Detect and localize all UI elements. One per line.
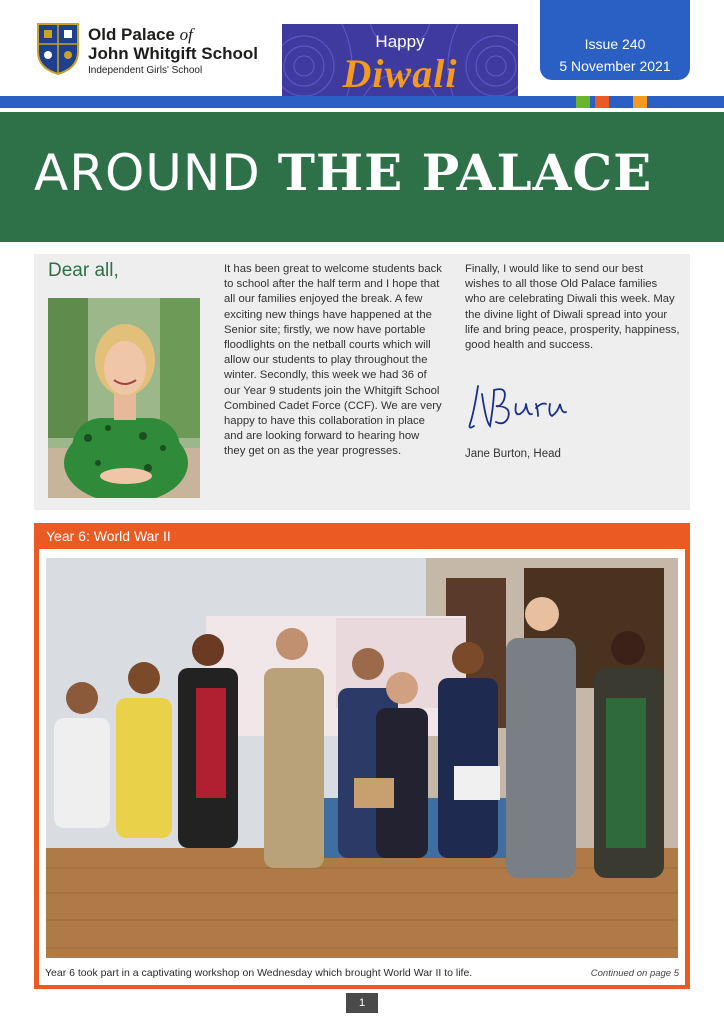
- feature-caption: Year 6 took part in a captivating workshop on Wednesday which brought World War II to life.: [45, 967, 473, 979]
- masthead: [0, 0, 724, 96]
- continued-link[interactable]: Continued on page 5: [590, 968, 679, 979]
- color-square: [576, 96, 590, 108]
- color-square: [614, 96, 628, 108]
- class-photo-image: [46, 558, 678, 958]
- page-number: 1: [346, 993, 378, 1013]
- issue-box: [540, 0, 690, 80]
- color-square: [595, 96, 609, 108]
- head-letter: [34, 254, 690, 510]
- feature-body: [39, 549, 685, 985]
- portrait-image: [48, 298, 200, 498]
- letter-signoff: Jane Burton, Head: [465, 448, 561, 460]
- issue-date: 5 November 2021: [559, 58, 671, 74]
- newsletter-title-bold: THE PALACE: [277, 143, 653, 202]
- newsletter-title: [34, 143, 653, 202]
- diwali-word-text: Diwali: [342, 51, 458, 96]
- feature-year6: [34, 523, 690, 989]
- headteacher-portrait: [48, 298, 200, 498]
- signature-icon: [464, 382, 574, 432]
- letter-greeting: Dear all,: [48, 260, 119, 281]
- color-squares: [576, 96, 647, 108]
- color-square: [633, 96, 647, 108]
- feature-title: Year 6: World War II: [46, 528, 171, 544]
- letter-column-1: It has been great to welcome students back to school after the half term and I hope that all our families enjoyed the break. A few exciting new things have happened at the Senior site; firstly, we now have portable floodlights on the netball courts which will allow our students to play throughout the winter. Secondly, this week we had 36 of our Year 9 students join the Whitgift School Combined Cadet Force (CCF). We are very happy to have this collaboration in place and are looking forward to hearing how they get on as the year progresses.: [224, 263, 442, 458]
- school-name-line1: Old Palace: [88, 25, 175, 44]
- school-crest-icon: [36, 22, 80, 76]
- issue-number: Issue 240: [584, 36, 646, 52]
- feature-photo: [46, 558, 678, 958]
- school-name-line3: Independent Girls' School: [88, 65, 203, 76]
- letter-column-2: Finally, I would like to send our best wishes to all those Old Palace families who are celebrating Diwali this week. May the divine light of Diwali spread into your life and bring peace, prosperity, happiness, good health and success.: [465, 263, 680, 352]
- school-name: [88, 26, 258, 76]
- newsletter-title-thin: AROUND: [34, 144, 261, 202]
- diwali-happy-text: Happy: [375, 32, 425, 51]
- school-name-of: of: [179, 25, 193, 44]
- school-name-line2: John Whitgift School: [88, 44, 258, 63]
